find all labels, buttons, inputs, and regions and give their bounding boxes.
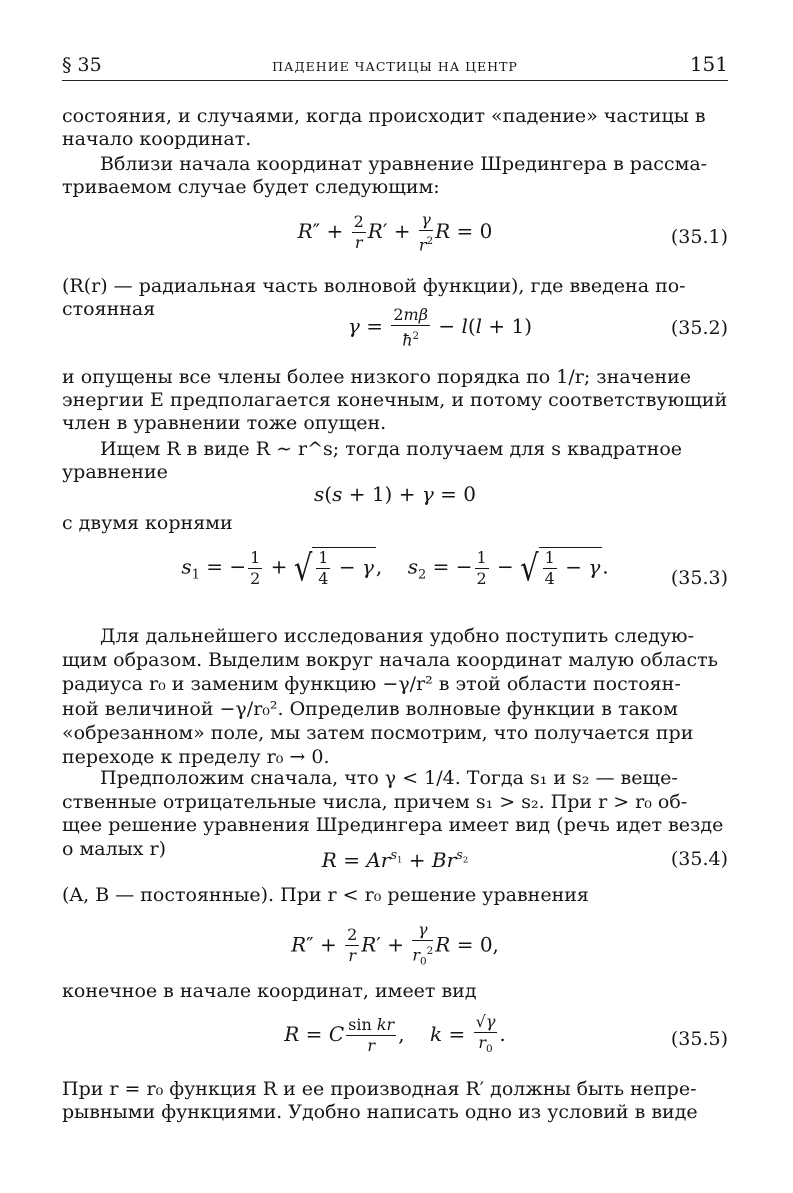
text-line: (A, B — постоянные). При r < r₀ решение уравнения: [62, 884, 589, 906]
paragraph: [62, 980, 728, 1003]
text-line: радиуса r₀ и заменим функцию −γ/r² в этой области постоян-: [62, 673, 681, 696]
text-line: стоянная: [62, 298, 156, 320]
text-line: триваемом случае будет следующим:: [62, 176, 440, 198]
paragraph: [62, 153, 728, 199]
text-line: ной величиной −γ/r₀². Определив волновые функции в таком: [62, 697, 678, 720]
running-header: [62, 52, 728, 81]
equation-number: (35.4): [670, 848, 728, 870]
text-line: начало координат.: [62, 128, 252, 150]
text-line: уравнение: [62, 461, 168, 483]
text-line: переходе к пределу r₀ → 0.: [62, 746, 330, 769]
paragraph: [62, 105, 728, 151]
paragraph: [62, 438, 728, 484]
equation-body: $s_1$ = − $\frac{1}{2}$ + √ $\frac{1}{4}$ − γ , $s_2$ = − $\frac{1}{2}$ − √ $\frac{1}{4}$ − γ .: [181, 546, 609, 590]
paragraph: [62, 512, 728, 535]
paragraph: [62, 366, 728, 435]
equation-35-4: [62, 846, 728, 876]
paragraph: [62, 884, 728, 907]
running-title: ПАДЕНИЕ ЧАСТИЦЫ НА ЦЕНТР: [272, 59, 518, 74]
equation-number: (35.3): [670, 567, 728, 589]
text-line: Ищем R в виде R ∼ r^s; тогда получаем для s квадратное: [100, 438, 683, 460]
equation-body: γ = $\frac{2m\beta}{ħ^2}$ − l(l + 1): [347, 305, 533, 350]
text-line: «обрезанном» поле, мы затем посмотрим, что получается при: [62, 721, 694, 744]
section-label: § 35: [62, 54, 102, 76]
equation-characteristic: [62, 482, 728, 510]
text-line: щим образом. Выделим вокруг начала координат малую область: [62, 649, 718, 672]
text-line: и опущены все члены более низкого порядка по 1/r; значение: [62, 366, 692, 388]
text-line: о малых r): [62, 837, 167, 860]
equation-35-5: [62, 1012, 728, 1068]
text-line: энергии E предполагается конечным, и потому соответствующий: [62, 389, 728, 411]
equation-body: s(s + 1) + γ = 0: [314, 482, 476, 506]
paragraph: [62, 624, 728, 769]
equation-number: (35.2): [670, 317, 728, 339]
text-line: Для дальнейшего исследования удобно поступить следую-: [100, 625, 695, 647]
equation-body: $R = Ar^{s_1} + Br^{s_2}$: [321, 848, 469, 872]
text-line: конечное в начале координат, имеет вид: [62, 980, 477, 1002]
equation-number: (35.5): [670, 1028, 728, 1050]
equation-35-1: [62, 210, 728, 266]
paragraph: [62, 1078, 728, 1124]
text-line: состояния, и случаями, когда происходит «падение» частицы в: [62, 105, 706, 127]
text-line: При r = r₀ функция R и ее производная R′ должны быть непре-: [62, 1078, 697, 1100]
equation-35-3: [62, 545, 728, 607]
text-line: щее решение уравнения Шредингера имеет вид (речь идет везде: [62, 814, 724, 836]
text-line: (R(r) — радиальная часть волновой функции), где введена по-: [62, 275, 686, 297]
equation-35-2: [62, 305, 728, 361]
text-line: Вблизи начала координат уравнение Шредингера в рассма-: [100, 153, 708, 175]
page-number: 151: [689, 52, 728, 76]
text-line: рывными функциями. Удобно написать одно из условий в виде: [62, 1101, 698, 1123]
text-line: ственные отрицательные числа, причем s₁ > s₂. При r > r₀ об-: [62, 790, 688, 813]
text-line: член в уравнении тоже опущен.: [62, 412, 387, 434]
equation-body: R = C $\frac{\text{sin kr}}{r}$ , k = $\frac{√\gamma}{r_0}$ .: [284, 1012, 506, 1056]
equation-body: R″ + $\frac{2}{r}$ R′ + $\frac{\gamma}{r_0^2}$ R = 0,: [291, 920, 499, 968]
equation-number: (35.1): [670, 226, 728, 248]
equation-inner: [62, 920, 728, 974]
equation-body: R″ + $\frac{2}{r}$ R′ + $\frac{\gamma}{r^2}$ R = 0: [297, 210, 493, 255]
text-line: Предположим сначала, что γ < 1/4. Тогда s₁ и s₂ — веще-: [100, 767, 678, 789]
text-line: с двумя корнями: [62, 512, 233, 534]
